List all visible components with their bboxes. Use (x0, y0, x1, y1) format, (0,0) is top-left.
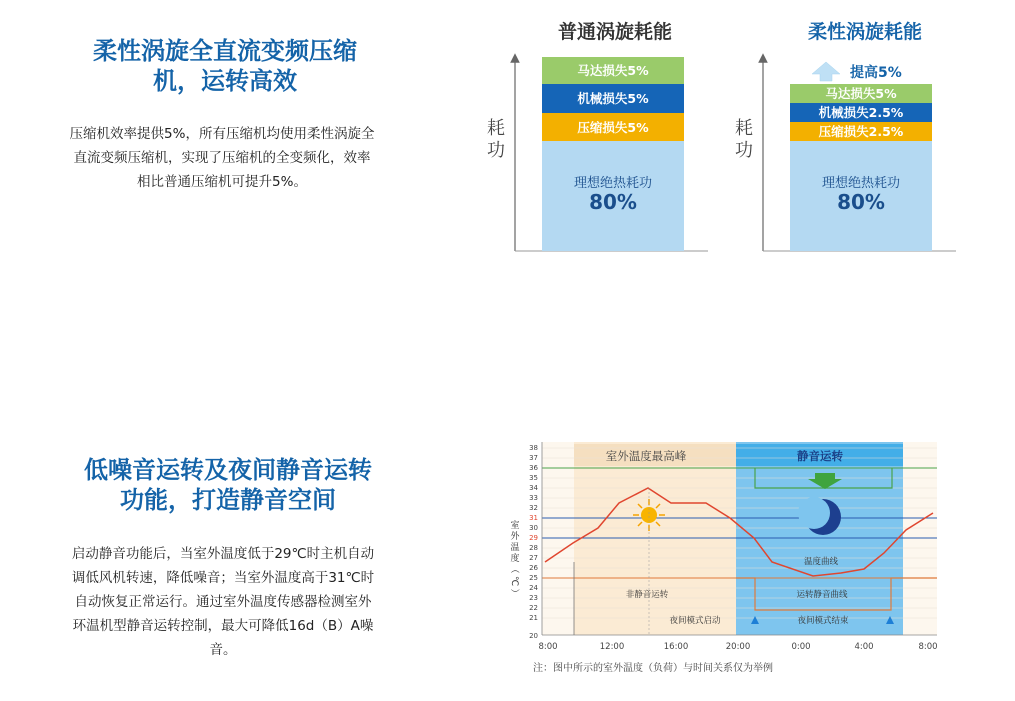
temp-curve-label: 温度曲线 (803, 557, 839, 567)
y-tick: 37 (529, 454, 538, 462)
x-tick: 12:00 (599, 642, 625, 652)
chart-note: 注：图中所示的室外温度（负荷）与时间关系仅为举例 (533, 663, 773, 674)
y-tick: 24 (529, 584, 538, 592)
y-axis-label-char: 度 (510, 554, 520, 564)
x-tick: 16:00 (663, 642, 689, 652)
x-tick: 20:00 (725, 642, 751, 652)
silent-label: 静音运转 (797, 449, 843, 463)
night-start-label: 夜间模式启动 (669, 616, 721, 626)
section1-para-line: 相比普通压缩机可提升5%。 (137, 174, 307, 190)
y-tick: 20 (529, 632, 538, 640)
section2-para-line: 调低风机转速，降低噪音；当室外温度高于31℃时 (71, 570, 375, 586)
chart-normal-comp-label: 压缩损失5% (577, 120, 649, 135)
section2-para-line: 启动静音功能后，当室外温度低于29℃时主机自动 (71, 546, 375, 562)
chart-normal-ylabel: 耗 (487, 118, 505, 139)
y-tick: 28 (529, 544, 538, 552)
y-tick: 31 (529, 514, 538, 522)
chart-flex-motor-label: 马达损失5% (825, 86, 897, 101)
chart-normal-ideal-pct: 80% (589, 190, 637, 214)
y-tick: 27 (529, 554, 538, 562)
non-silent-label: 非静音运转 (625, 590, 669, 600)
x-tick: 8:00 (918, 642, 938, 652)
section2-title (38, 455, 418, 515)
y-axis-label (509, 519, 520, 598)
x-tick-labels (538, 642, 937, 652)
chart-flex-comp-label: 压缩损失2.5% (818, 124, 904, 139)
section1-para-line: 压缩机效率提供5%，所有压缩机均使用柔性涡旋全 (69, 126, 375, 142)
noise-chart (505, 435, 945, 680)
section1-title-line2: 机，运转高效 (153, 67, 297, 95)
y-tick: 22 (529, 604, 538, 612)
chart-flex-ylabel: 功 (735, 140, 753, 161)
y-tick: 32 (529, 504, 538, 512)
section2-paragraph (28, 542, 418, 662)
x-tick: 4:00 (854, 642, 874, 652)
section2-title-line1: 低噪音运转及夜间静音运转 (84, 456, 372, 484)
chart-normal-motor-label: 马达损失5% (577, 63, 649, 78)
chart-flex-improve: 提高5% (850, 65, 902, 81)
y-axis-label-char: （ (509, 564, 519, 574)
y-axis-label-char: ） (509, 588, 519, 598)
y-tick: 23 (529, 594, 538, 602)
section1-paragraph (28, 122, 416, 194)
y-axis-label-char: 外 (510, 532, 520, 542)
y-tick: 26 (529, 564, 538, 572)
section1-title (40, 36, 410, 96)
y-axis-label-char: 室 (510, 521, 520, 531)
chart-normal-title: 普通涡旋耗能 (557, 21, 673, 43)
energy-charts (470, 10, 970, 260)
x-tick: 8:00 (538, 642, 558, 652)
y-tick: 38 (529, 444, 538, 452)
y-tick: 34 (529, 484, 538, 492)
y-tick: 36 (529, 464, 538, 472)
section2-para-line: 自动恢复正常运行。通过室外温度传感器检测室外 (74, 594, 372, 610)
night-end-label: 夜间模式结束 (797, 616, 849, 626)
chart-normal-ideal-label: 理想绝热耗功 (573, 176, 653, 191)
chart-flex-ideal-label: 理想绝热耗功 (821, 176, 901, 191)
y-tick: 21 (529, 614, 538, 622)
chart-flex-title: 柔性涡旋耗能 (807, 21, 923, 43)
section2-para-line: 音。 (209, 642, 237, 658)
y-tick-labels (529, 444, 538, 640)
y-axis-label-char: ℃ (509, 575, 519, 587)
y-tick: 29 (529, 534, 538, 542)
chart-normal-ylabel: 功 (487, 140, 505, 161)
y-tick: 33 (529, 494, 538, 502)
y-tick: 35 (529, 474, 538, 482)
chart-flex-mech-label: 机械损失2.5% (818, 105, 904, 120)
chart-normal-mech-label: 机械损失5% (577, 91, 649, 106)
section1-para-line: 直流变频压缩机，实现了压缩机的全变频化，效率 (73, 150, 371, 166)
section2-para-line: 环温机型静音运转控制，最大可降低16d（B）A噪 (72, 618, 374, 634)
section1-title-line1: 柔性涡旋全直流变频压缩 (93, 37, 357, 65)
chart-flex-ylabel: 耗 (735, 118, 753, 139)
peak-label: 室外温度最高峰 (605, 449, 687, 463)
chart-flex-ideal-pct: 80% (837, 190, 885, 214)
silent-curve-label: 运转静音曲线 (796, 590, 848, 600)
y-tick: 30 (529, 524, 538, 532)
x-tick: 0:00 (791, 642, 811, 652)
y-axis-label-char: 温 (510, 543, 520, 553)
up-arrow-icon (812, 62, 840, 81)
section2-title-line2: 功能，打造静音空间 (120, 486, 336, 514)
y-tick: 25 (529, 574, 538, 582)
